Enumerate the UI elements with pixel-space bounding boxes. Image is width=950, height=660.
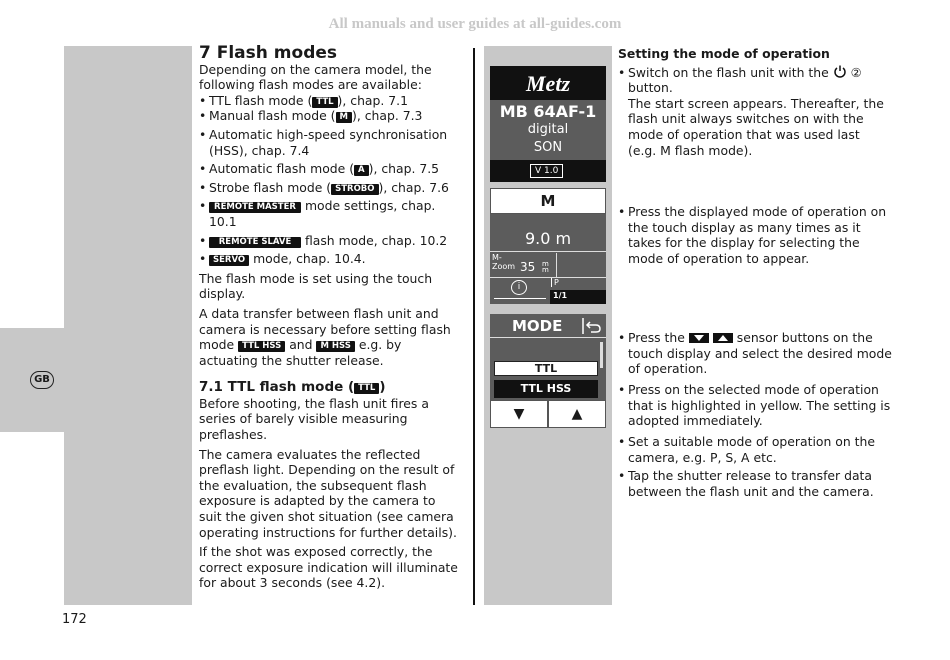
mode-option[interactable]: TTL HSS xyxy=(494,380,598,398)
step-press-display: • Press the displayed mode of operation on the touch display as many times as it takes for the display for selecting the mode of operation to appear. xyxy=(618,204,896,266)
intro-text: Depending on the camera model, the following flash modes are available: xyxy=(199,61,432,93)
info-button[interactable] xyxy=(490,278,550,304)
mode-select-screen xyxy=(490,314,606,428)
touch-display-text: The flash mode is set using the touch display. xyxy=(199,270,433,302)
brand-logo-area xyxy=(490,66,606,100)
scrollbar[interactable] xyxy=(600,342,603,368)
back-icon xyxy=(582,317,604,335)
info-underline xyxy=(494,298,546,299)
back-button[interactable] xyxy=(582,317,604,335)
step-switch-on: • Switch on the flash unit with the ② button. The start screen appears. Thereafter, the flash unit always switches on with the mode of operation that was used last (e.g. M flash mode). xyxy=(618,65,886,159)
paragraph: The camera evaluates the reflected preflash light. Depending on the result of the evaluation, the subsequent flash exposure is adapted by the camera to suit the given shot situation (see camera operating instructions for further details). xyxy=(199,446,457,540)
left-margin-band xyxy=(64,46,192,605)
svg-text:Metz: Metz xyxy=(526,71,570,96)
menu-title: MODE xyxy=(512,317,563,335)
subsection-title: 7.1 TTL flash mode ( TTL ) xyxy=(199,379,386,396)
step-confirm: • Press on the selected mode of operation that is highlighted in yellow. The setting is adopted immediately. xyxy=(618,382,896,429)
left-column xyxy=(199,43,461,591)
zoom-label: M- Zoom xyxy=(492,253,516,271)
watermark: All manuals and user guides at all-guides.com xyxy=(328,16,622,32)
up-sensor-icon xyxy=(713,333,733,343)
column-divider xyxy=(473,48,475,605)
mode-item: • Manual flash mode ( M ), chap. 7.3 xyxy=(199,108,461,124)
up-button[interactable]: ▲ xyxy=(548,400,606,428)
version-label: V 1.0 xyxy=(530,164,563,178)
model-name: MB 64AF-1 xyxy=(499,102,597,121)
fraction-box xyxy=(550,290,606,304)
p-label: P xyxy=(551,278,559,287)
paragraph: If the shot was exposed correctly, the correct exposure indication will illuminate for about 3 seconds (see 4.2). xyxy=(199,544,458,591)
mode-option-selected[interactable]: TTL xyxy=(494,361,598,376)
mode-item: • REMOTE MASTER mode settings, chap. 10.1 xyxy=(199,198,461,229)
separator-line xyxy=(490,251,606,252)
mode-item: • SERVO mode, chap. 10.4. xyxy=(199,251,461,267)
step-shutter: • Tap the shutter release to transfer data between the flash unit and the camera. xyxy=(618,468,896,499)
version-bar xyxy=(490,160,606,182)
flash-distance: 9.0 m xyxy=(524,229,572,248)
mode-item: • Automatic high-speed synchronisation (HSS), chap. 7.4 xyxy=(199,127,461,158)
model-panel xyxy=(490,100,606,160)
down-sensor-icon xyxy=(689,333,709,343)
step-select-mode: • Press the sensor buttons on the touch display and select the desired mode of operation. xyxy=(618,330,896,377)
model-line-digital: digital xyxy=(527,122,569,137)
info-icon: i xyxy=(511,280,527,295)
metz-logo xyxy=(490,66,606,100)
info-panel xyxy=(490,214,606,304)
mode-item: • Strobe flash mode ( STROBO ), chap. 7.6 xyxy=(199,180,461,196)
power-icon xyxy=(833,65,847,78)
mode-display-button[interactable]: M xyxy=(490,188,606,214)
mode-list xyxy=(199,93,461,267)
mode-item: • REMOTE SLAVE flash mode, chap. 10.2 xyxy=(199,233,461,249)
data-transfer-text: A data transfer between flash unit and camera is necessary before setting flash mode TTL HSS and M HSS e.g. by actuating the shutter release. xyxy=(199,305,451,368)
start-screen xyxy=(490,66,606,182)
zoom-value: 35 xyxy=(520,260,536,274)
zoom-unit: mm xyxy=(542,260,549,274)
mode-item: • TTL flash mode ( TTL ), chap. 7.1 xyxy=(199,93,461,109)
mode-item: • Automatic flash mode ( A ), chap. 7.5 xyxy=(199,161,461,177)
page-number: 172 xyxy=(62,612,87,627)
right-heading: Setting the mode of operation xyxy=(618,46,830,61)
down-button[interactable]: ▼ xyxy=(490,400,548,428)
zoom-divider xyxy=(556,253,557,277)
mode-screen xyxy=(490,188,606,304)
paragraph: Before shooting, the flash unit fires a series of barely visible measuring preflashes. xyxy=(199,395,429,443)
step-camera-mode: • Set a suitable mode of operation on the camera, e.g. P, S, A etc. xyxy=(618,434,896,465)
menu-header-line xyxy=(490,337,606,338)
language-tab: GB xyxy=(30,371,54,389)
menu-panel xyxy=(490,314,606,400)
section-title: 7 Flash modes xyxy=(199,43,338,63)
right-column xyxy=(618,46,892,499)
fraction-value: 1/1 xyxy=(553,291,568,300)
model-line-system: SON xyxy=(533,140,563,155)
side-tab-band xyxy=(0,328,192,432)
